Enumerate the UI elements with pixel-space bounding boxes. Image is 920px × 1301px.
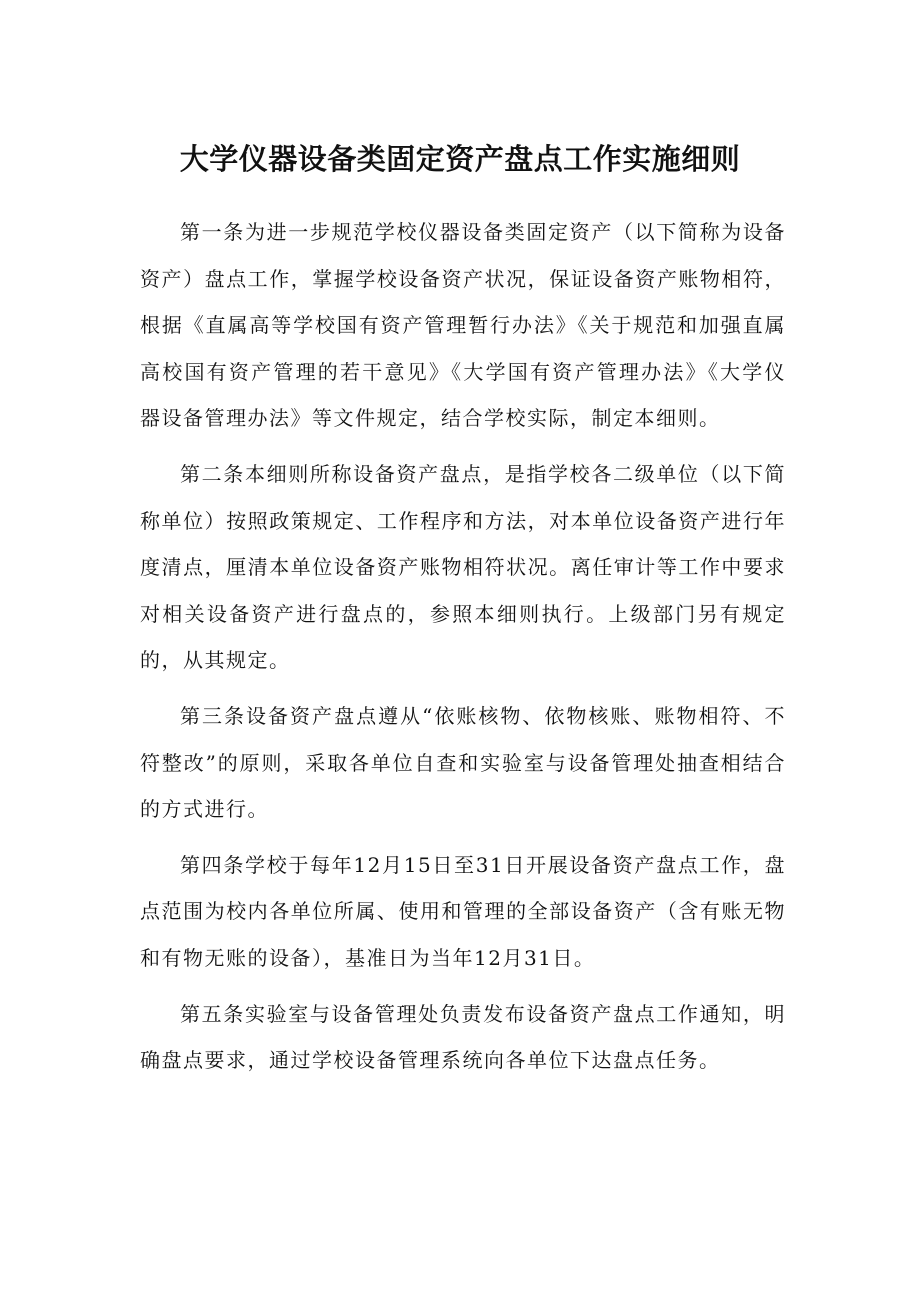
article-4-paragraph: 第四条学校于每年12月15日至31日开展设备资产盘点工作，盘点范围为校内各单位所属、使用和管理的全部设备资产（含有账无物和有物无账的设备），基准日为当年12月31日。 bbox=[140, 852, 786, 970]
article-3-paragraph: 第三条设备资产盘点遵从“依账核物、依物核账、账物相符、不符整改”的原则，采取各单位自查和实验室与设备管理处抽查相结合的方式进行。 bbox=[140, 703, 786, 822]
article-2-paragraph: 第二条本细则所称设备资产盘点，是指学校各二级单位（以下简称单位）按照政策规定、工作程序和方法，对本单位设备资产进行年度清点，厘清本单位设备资产账物相符状况。离任审计等工作中要求对相关设备资产进行盘点的，参照本细则执行。上级部门另有规定的，从其规定。 bbox=[140, 461, 786, 673]
document-title: 大学仪器设备类固定资产盘点工作实施细则 bbox=[179, 142, 741, 176]
article-5-paragraph: 第五条实验室与设备管理处负责发布设备资产盘点工作通知，明确盘点要求，通过学校设备管理系统向各单位下达盘点任务。 bbox=[140, 1001, 786, 1073]
article-1-paragraph: 第一条为进一步规范学校仪器设备类固定资产（以下简称为设备资产）盘点工作，掌握学校设备资产状况，保证设备资产账物相符，根据《直属高等学校国有资产管理暂行办法》《关于规范和加强直属高校国有资产管理的若干意见》《大学国有资产管理办法》《大学仪器设备管理办法》等文件规定，结合学校实际，制定本细则。 bbox=[140, 220, 786, 431]
document-body bbox=[140, 209, 786, 1093]
